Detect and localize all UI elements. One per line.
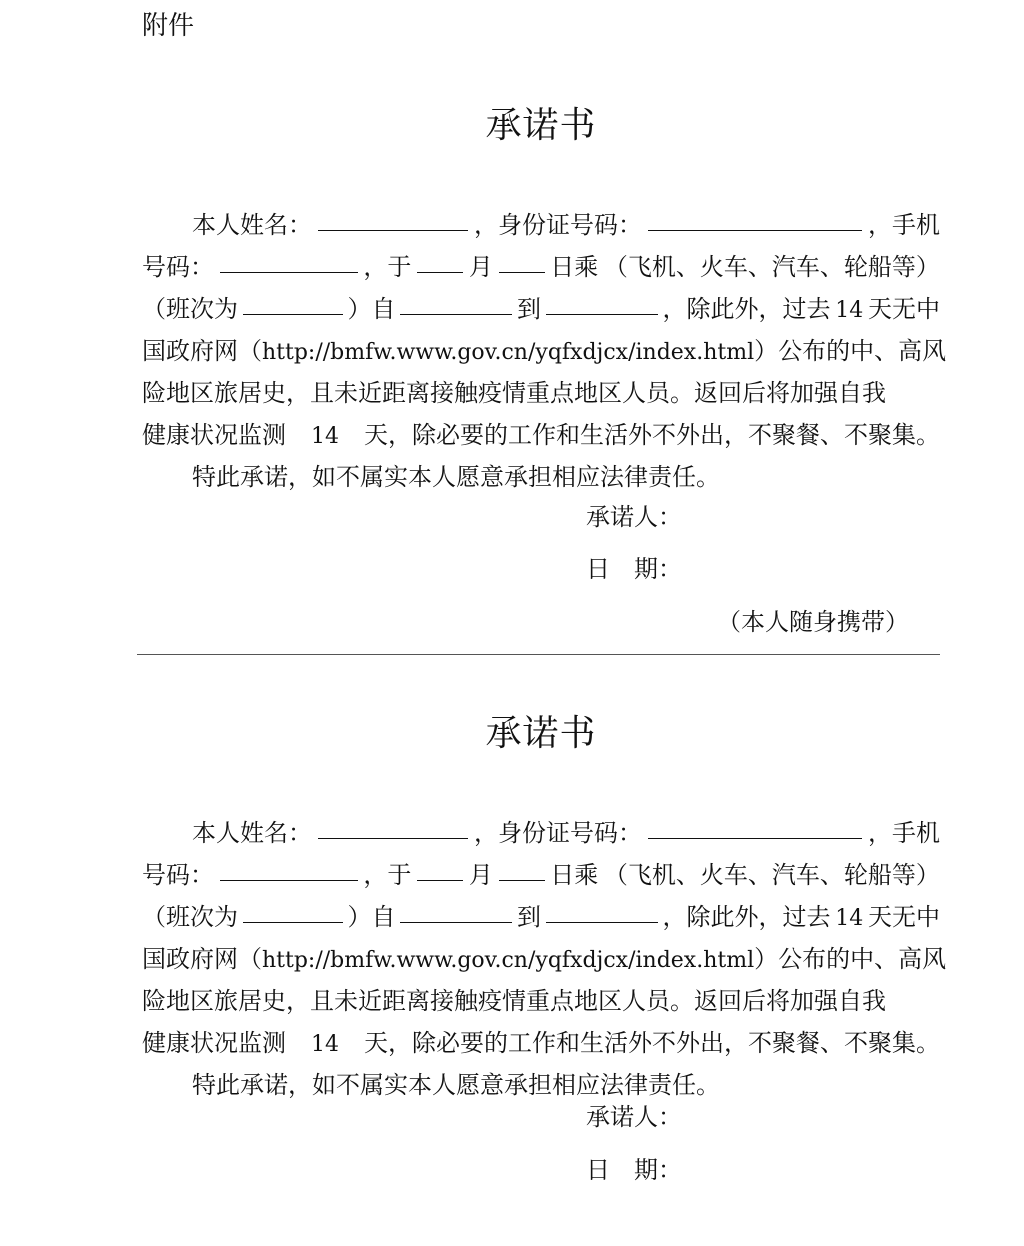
- to-place-blank[interactable]: [546, 290, 658, 315]
- month-blank[interactable]: [417, 248, 463, 273]
- pledge-line-2: [142, 246, 940, 288]
- declaration-text: 特此承诺，如不属实本人愿意承担相应法律责任。: [192, 1071, 720, 1099]
- id-label: ，身份证号码：: [474, 211, 642, 239]
- declaration-text: 特此承诺，如不属实本人愿意承担相应法律责任。: [192, 463, 720, 491]
- day-label: 日乘: [550, 861, 599, 889]
- pledge-line-1: [142, 204, 940, 246]
- monitor-prefix: 健康状况监测: [142, 421, 286, 449]
- name-label: 本人姓名：: [192, 211, 312, 239]
- pledge-form-2: [142, 706, 947, 1246]
- month-label: 月: [468, 253, 493, 281]
- to-label: 到: [517, 903, 541, 931]
- pledge-line-2: [142, 854, 940, 896]
- name-blank[interactable]: [318, 206, 468, 231]
- monitor-prefix: 健康状况监测: [142, 1029, 286, 1057]
- pledge-body: [142, 204, 947, 498]
- phone-label-continued: 号码：: [142, 253, 214, 281]
- id-number-blank[interactable]: [648, 206, 862, 231]
- gov-site-suffix: ）公布的中、高风: [754, 945, 947, 973]
- attachment-label: 附件: [142, 11, 195, 41]
- pledge-line-5: [142, 372, 940, 414]
- pledge-text: 险地区旅居史，且未近距离接触疫情重点地区人员。返回后将加强自我: [142, 379, 886, 407]
- monitor-suffix: 天，除必要的工作和生活外不外出，不聚餐、不聚集。: [364, 1029, 940, 1057]
- phone-label: ，手机: [868, 819, 940, 847]
- pledge-text: 险地区旅居史，且未近距离接触疫情重点地区人员。返回后将加强自我: [142, 987, 886, 1015]
- to-label: 到: [517, 295, 541, 323]
- pledge-line-6: [142, 414, 940, 456]
- monitor-days: 14: [311, 424, 339, 449]
- on-label: ，于: [363, 253, 412, 281]
- day-blank[interactable]: [499, 856, 545, 881]
- gov-site-url: http://bmfw.www.gov.cn/yqfxdjcx/index.html: [262, 340, 755, 365]
- except-label: ，除此外，过去: [662, 295, 831, 323]
- transport-options: （飞机、火车、汽车、轮船等）: [603, 253, 940, 281]
- signer-label: 承诺人：: [586, 1103, 682, 1131]
- pledge-line-7: [142, 456, 940, 498]
- id-number-blank[interactable]: [648, 814, 862, 839]
- pledge-line-3: [142, 896, 940, 938]
- trip-number-blank[interactable]: [243, 290, 343, 315]
- trip-label: （班次为: [142, 903, 238, 931]
- trip-label: （班次为: [142, 295, 238, 323]
- pledge-line-5: [142, 980, 940, 1022]
- except-label: ，除此外，过去: [662, 903, 831, 931]
- pledge-line-4: [142, 938, 947, 980]
- pledge-form-1: [142, 98, 947, 638]
- pledge-body: [142, 812, 947, 1106]
- gov-site-prefix: 国政府网（: [142, 337, 262, 365]
- cut-divider: [137, 654, 940, 655]
- gov-site-url: http://bmfw.www.gov.cn/yqfxdjcx/index.html: [262, 948, 755, 973]
- none-label: 天无中: [868, 295, 940, 323]
- on-label: ，于: [363, 861, 412, 889]
- days-number: 14: [835, 298, 864, 323]
- days-number: 14: [835, 906, 864, 931]
- transport-options: （飞机、火车、汽车、轮船等）: [603, 861, 940, 889]
- monitor-days: 14: [311, 1032, 339, 1057]
- name-blank[interactable]: [318, 814, 468, 839]
- phone-blank[interactable]: [220, 856, 358, 881]
- phone-label-continued: 号码：: [142, 861, 214, 889]
- month-blank[interactable]: [417, 856, 463, 881]
- none-label: 天无中: [868, 903, 940, 931]
- pledge-line-7: [142, 1064, 940, 1106]
- gov-site-prefix: 国政府网（: [142, 945, 262, 973]
- day-blank[interactable]: [499, 248, 545, 273]
- signer-label: 承诺人：: [586, 503, 682, 531]
- date-label: 日 期：: [586, 555, 682, 583]
- to-place-blank[interactable]: [546, 898, 658, 923]
- pledge-line-1: [142, 812, 940, 854]
- day-label: 日乘: [550, 253, 599, 281]
- monitor-suffix: 天，除必要的工作和生活外不外出，不聚餐、不聚集。: [364, 421, 940, 449]
- name-label: 本人姓名：: [192, 819, 312, 847]
- form-title: 承诺书: [485, 713, 597, 754]
- id-label: ，身份证号码：: [474, 819, 642, 847]
- pledge-line-4: [142, 330, 947, 372]
- trip-number-blank[interactable]: [243, 898, 343, 923]
- phone-blank[interactable]: [220, 248, 358, 273]
- from-label: ）自: [347, 903, 396, 931]
- pledge-line-6: [142, 1022, 940, 1064]
- carry-note: （本人随身携带）: [717, 608, 909, 636]
- month-label: 月: [468, 861, 493, 889]
- pledge-line-3: [142, 288, 940, 330]
- from-place-blank[interactable]: [400, 290, 512, 315]
- phone-label: ，手机: [868, 211, 940, 239]
- from-place-blank[interactable]: [400, 898, 512, 923]
- gov-site-suffix: ）公布的中、高风: [754, 337, 947, 365]
- from-label: ）自: [347, 295, 396, 323]
- date-label: 日 期：: [586, 1156, 682, 1184]
- form-title: 承诺书: [485, 105, 597, 146]
